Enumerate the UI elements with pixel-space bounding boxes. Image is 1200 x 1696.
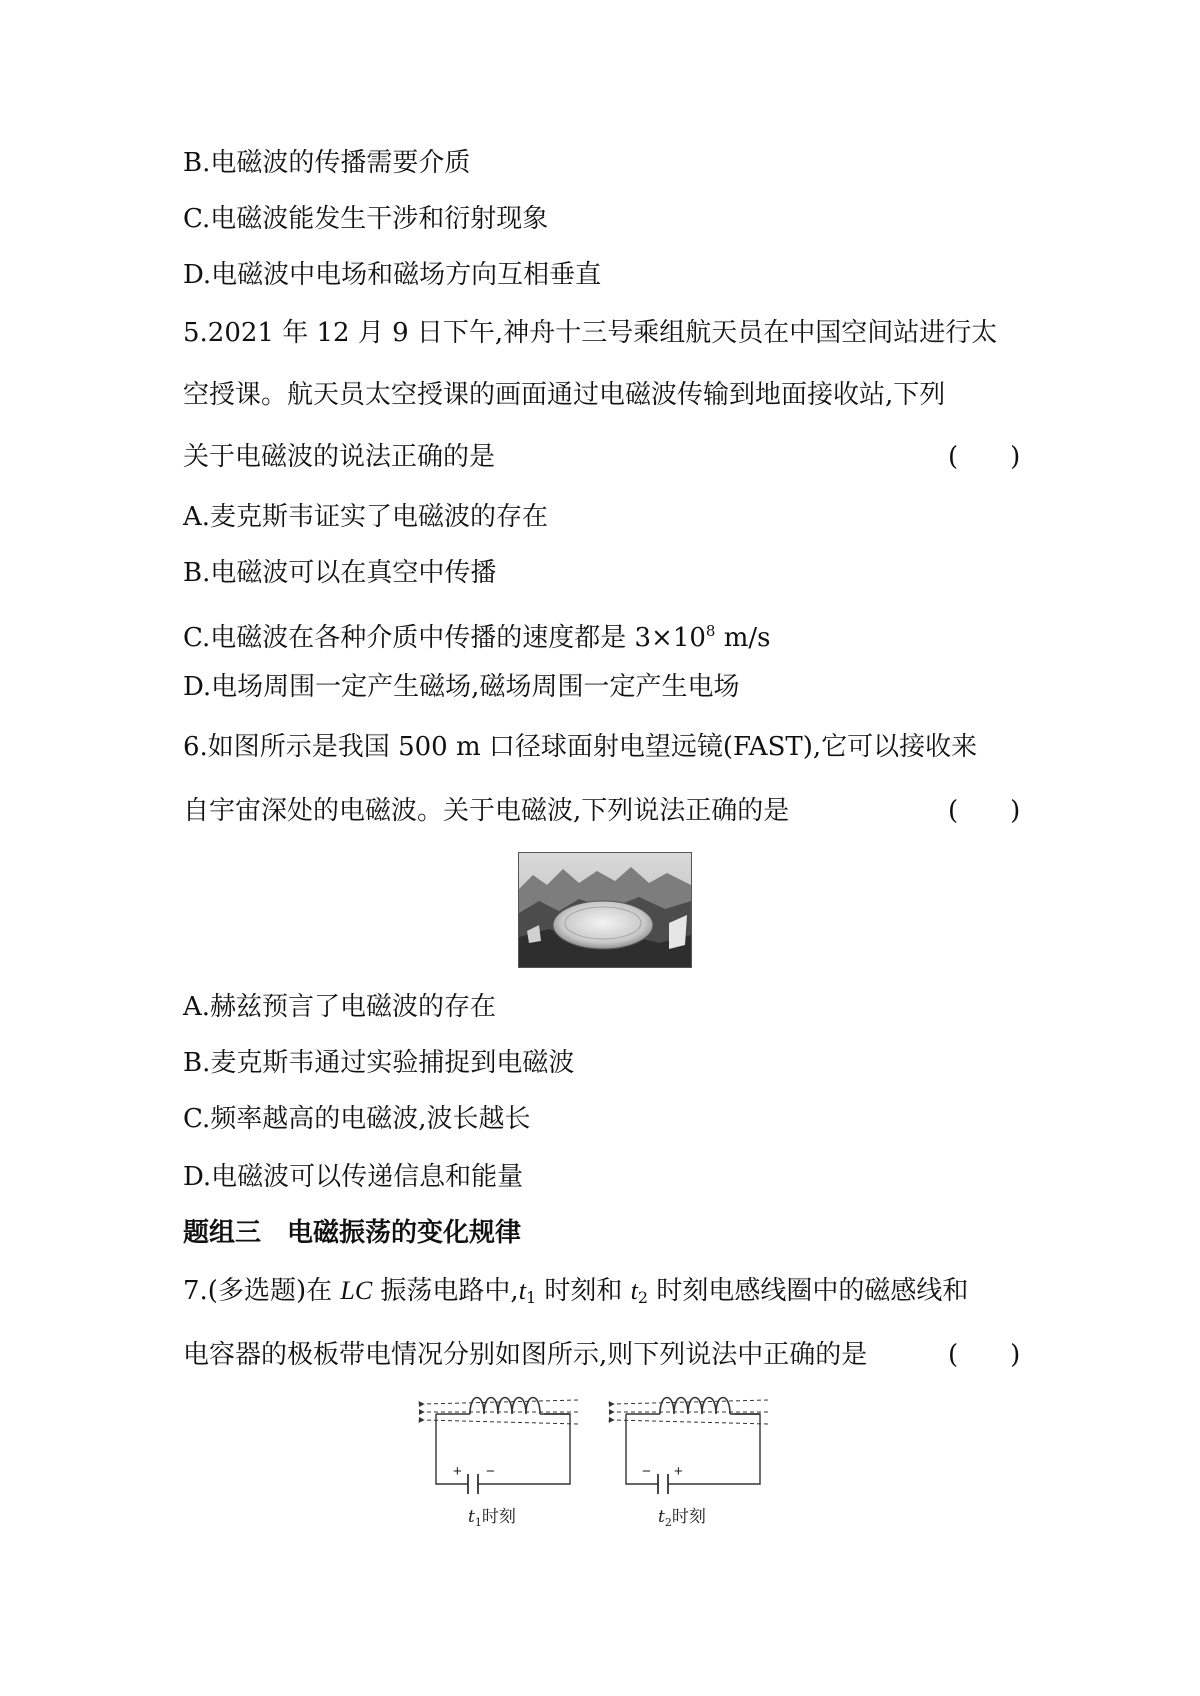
q5-stem-line-2: 空授课。航天员太空授课的画面通过电磁波传输到地面接收站,下列 [183,380,946,410]
q4-option-c: C.电磁波能发生干涉和衍射现象 [183,204,549,234]
circuit-t2 [614,1398,768,1495]
circuit-t1 [424,1398,578,1495]
right-plus-sign: + [674,1463,683,1480]
left-minus-sign: − [486,1463,495,1480]
q5-stem-line-3: 关于电磁波的说法正确的是 [183,442,496,472]
q6-stem-line-2: 自宇宙深处的电磁波。关于电磁波,下列说法正确的是 [183,796,790,826]
q7-answer-bracket: ( ) [948,1340,1021,1370]
q4-option-d: D.电磁波中电场和磁场方向互相垂直 [183,260,602,290]
q5-option-c: C.电磁波在各种介质中传播的速度都是 $3\times 10^8$ m/s [183,622,771,653]
q7-stem-line-2: 电容器的极板带电情况分别如图所示,则下列说法中正确的是 [183,1340,868,1370]
q5-stem-line-1: 5.2021 年 12 月 9 日下午,神舟十三号乘组航天员在中国空间站进行太 [183,318,998,348]
q6-option-a: A.赫兹预言了电磁波的存在 [183,992,497,1022]
q6-option-c: C.频率越高的电磁波,波长越长 [183,1104,531,1134]
q6-stem-line-1: 6.如图所示是我国 500 m 口径球面射电望远镜(FAST),它可以接收来 [183,732,978,762]
q5-option-d: D.电场周围一定产生磁场,磁场周围一定产生电场 [183,672,740,702]
q4-option-b: B.电磁波的传播需要介质 [183,148,471,178]
q5-answer-bracket: ( ) [948,442,1021,472]
fast-telescope-photo [518,852,692,968]
left-caption: $t_1$时刻 [468,1507,516,1529]
exponent: 8 [705,622,716,640]
q5-option-b: B.电磁波可以在真空中传播 [183,558,497,588]
q6-option-b: B.麦克斯韦通过实验捕捉到电磁波 [183,1048,575,1078]
section-heading: 题组三 电磁振荡的变化规律 [183,1218,522,1248]
q5-option-a: A.麦克斯韦证实了电磁波的存在 [183,502,549,532]
q6-answer-bracket: ( ) [948,796,1021,826]
q6-option-d: D.电磁波可以传递信息和能量 [183,1162,524,1192]
lc-circuit-figure [410,1382,790,1532]
right-caption: $t_2$时刻 [658,1507,706,1529]
right-minus-sign: − [642,1463,651,1480]
left-plus-sign: + [453,1463,462,1480]
q7-stem-line-1: 7.(多选题)在 LC 振荡电路中$,t_1$ 时刻和 $t_2$ 时刻电感线圈中的磁感线和 [183,1276,969,1307]
